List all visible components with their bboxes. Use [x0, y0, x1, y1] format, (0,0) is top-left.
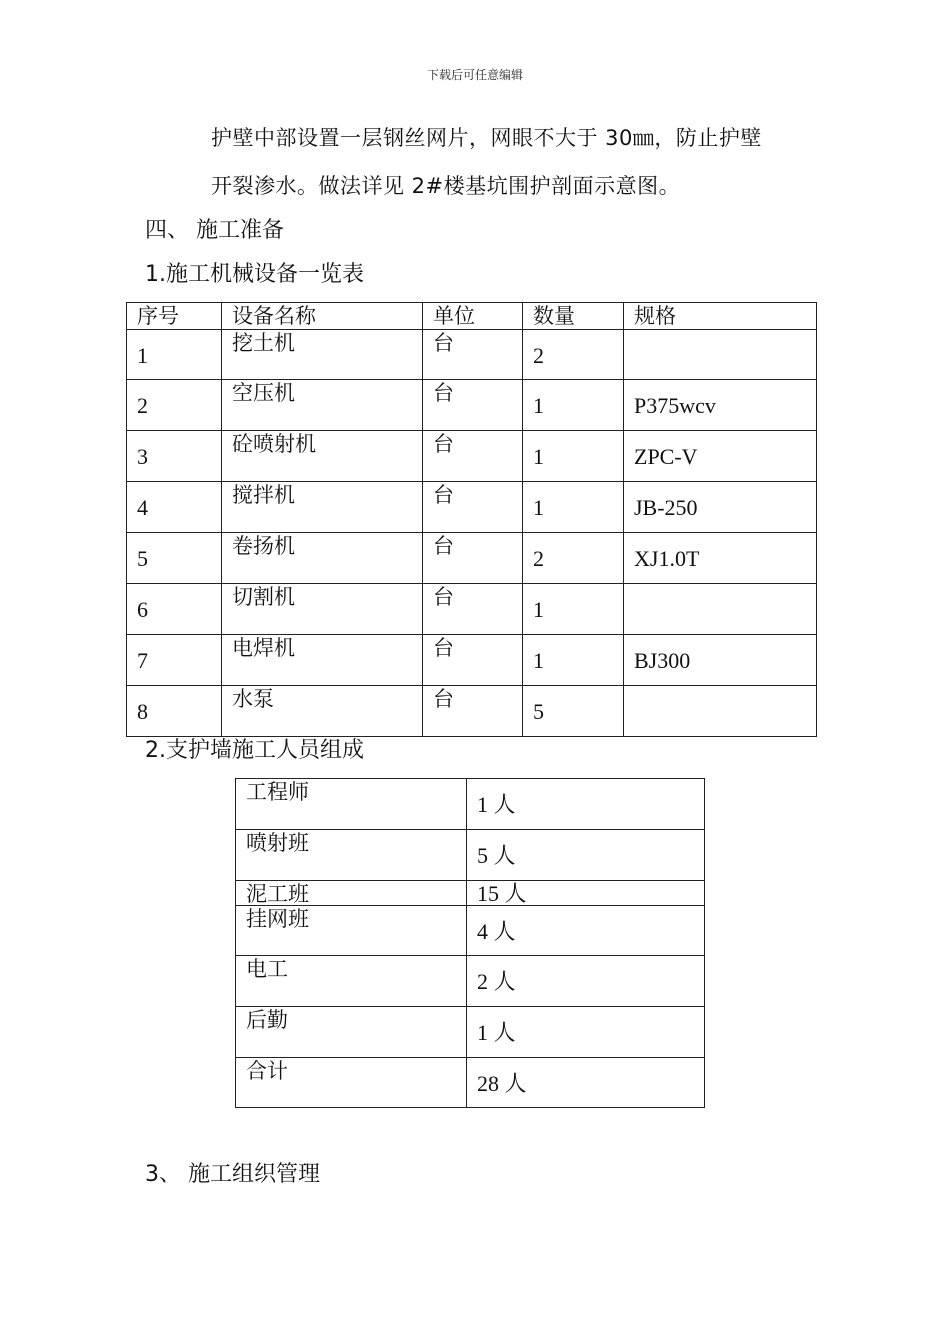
table-row [127, 584, 817, 635]
header-cell-quantity: 数量 [523, 303, 624, 330]
row-spec: BJ300 [624, 635, 817, 686]
row-unit: 台 [423, 380, 523, 431]
header-cell-spec: 规格 [624, 303, 817, 330]
staff-count: 28 人 [467, 1058, 705, 1108]
row-quantity: 5 [523, 686, 624, 737]
section-3-title: 3、 施工组织管理 [145, 1162, 320, 1187]
staff-count: 5 人 [467, 830, 705, 881]
staff-role: 工程师 [236, 779, 467, 830]
paragraph-line-1: 护壁中部设置一层钢丝网片，网眼不大于 30㎜，防止护壁 [211, 126, 762, 150]
row-index: 1 [127, 330, 222, 380]
table-row [127, 431, 817, 482]
row-unit: 台 [423, 686, 523, 737]
equipment-table [126, 302, 817, 737]
table-row [127, 482, 817, 533]
row-index: 2 [127, 380, 222, 431]
row-equipment-name: 砼喷射机 [222, 431, 423, 482]
row-unit: 台 [423, 431, 523, 482]
table-row [127, 330, 817, 380]
staff-count: 15 人 [467, 881, 705, 906]
paragraph-line-2: 开裂渗水。做法详见 2#楼基坑围护剖面示意图。 [211, 174, 681, 198]
row-index: 8 [127, 686, 222, 737]
table-row [236, 1058, 705, 1108]
table-row [127, 686, 817, 737]
row-quantity: 1 [523, 635, 624, 686]
staff-role: 挂网班 [236, 906, 467, 956]
row-spec: JB-250 [624, 482, 817, 533]
row-unit: 台 [423, 533, 523, 584]
row-index: 6 [127, 584, 222, 635]
row-unit: 台 [423, 584, 523, 635]
row-quantity: 2 [523, 330, 624, 380]
staff-count: 2 人 [467, 956, 705, 1007]
table-row [236, 906, 705, 956]
row-equipment-name: 卷扬机 [222, 533, 423, 584]
row-equipment-name: 搅拌机 [222, 482, 423, 533]
staff-count: 4 人 [467, 906, 705, 956]
staff-role: 喷射班 [236, 830, 467, 881]
row-index: 3 [127, 431, 222, 482]
row-spec: ZPC-V [624, 431, 817, 482]
table-row [236, 1007, 705, 1058]
header-cell-name: 设备名称 [222, 303, 423, 330]
header-cell-unit: 单位 [423, 303, 523, 330]
row-unit: 台 [423, 482, 523, 533]
row-equipment-name: 挖土机 [222, 330, 423, 380]
row-quantity: 1 [523, 584, 624, 635]
staff-role: 合计 [236, 1058, 467, 1108]
row-spec [624, 686, 817, 737]
row-spec [624, 330, 817, 380]
row-quantity: 1 [523, 431, 624, 482]
row-unit: 台 [423, 330, 523, 380]
staff-table [235, 778, 705, 1108]
subsection-2-title: 2.支护墙施工人员组成 [145, 738, 364, 763]
table-row [236, 956, 705, 1007]
row-index: 4 [127, 482, 222, 533]
row-index: 5 [127, 533, 222, 584]
table-row [127, 635, 817, 686]
subsection-1-title: 1.施工机械设备一览表 [145, 262, 364, 287]
staff-count: 1 人 [467, 1007, 705, 1058]
table-row [127, 533, 817, 584]
row-spec: P375wcv [624, 380, 817, 431]
row-spec: XJ1.0T [624, 533, 817, 584]
row-unit: 台 [423, 635, 523, 686]
row-equipment-name: 切割机 [222, 584, 423, 635]
row-equipment-name: 电焊机 [222, 635, 423, 686]
row-equipment-name: 水泵 [222, 686, 423, 737]
table-row [236, 830, 705, 881]
row-index: 7 [127, 635, 222, 686]
table-row [236, 779, 705, 830]
page-header-note: 下载后可任意编辑 [426, 68, 523, 82]
table-row [236, 881, 705, 906]
header-cell-index: 序号 [127, 303, 222, 330]
staff-role: 泥工班 [236, 881, 467, 906]
row-quantity: 1 [523, 380, 624, 431]
staff-count: 1 人 [467, 779, 705, 830]
table-row [127, 380, 817, 431]
row-quantity: 2 [523, 533, 624, 584]
row-spec [624, 584, 817, 635]
staff-role: 后勤 [236, 1007, 467, 1058]
staff-role: 电工 [236, 956, 467, 1007]
row-equipment-name: 空压机 [222, 380, 423, 431]
row-quantity: 1 [523, 482, 624, 533]
equipment-table-header-row [127, 303, 817, 330]
section-4-title: 四、 施工准备 [145, 218, 284, 243]
